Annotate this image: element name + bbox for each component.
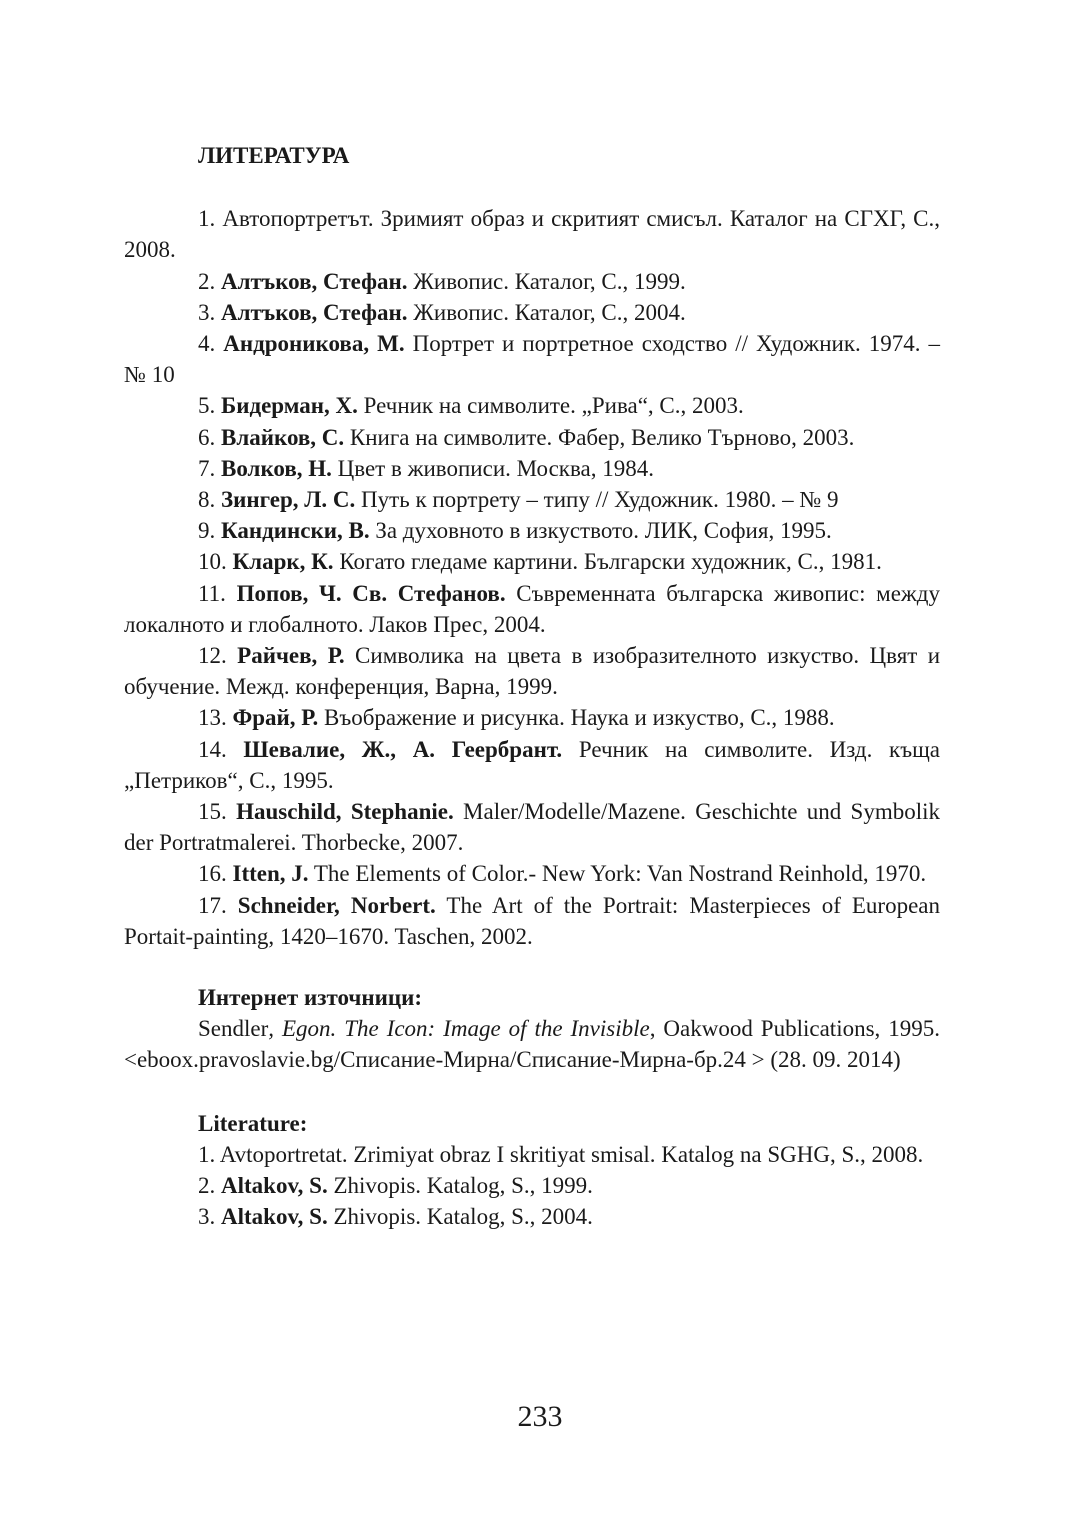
page-content <box>124 140 940 1233</box>
reference-entry: 12. Райчев, Р. Символика на цвета в изобразителното изкуство. Цвят и обучение. Межд. конференция, Варна, 1999. <box>124 643 941 700</box>
reference-entry: 8. Зингер, Л. С. Путь к портрету – типу // Художник. 1980. – № 9 <box>198 487 839 513</box>
reference-author: Шевалие, Ж., А. Геербрант. <box>243 736 563 762</box>
reference-entry: 2. Алтъков, Стефан. Живопис. Каталог, С., 1999. <box>198 268 686 294</box>
reference-author: Кандински, В. <box>221 518 370 544</box>
reference-entry: 14. Шевалие, Ж., А. Геербрант. Речник на символите. Изд. къща „Петриков“, С., 1995. <box>124 736 941 793</box>
literature-entry: 2. Altakov, S. Zhivopis. Katalog, S., 1999. <box>198 1173 593 1199</box>
literature-author: Altakov, S. <box>221 1204 328 1230</box>
literature-list <box>124 1139 940 1233</box>
reference-author: Hauschild, Stephanie. <box>236 799 454 825</box>
reference-list <box>124 203 940 952</box>
reference-entry: 15. Hauschild, Stephanie. Maler/Modelle/Mazene. Geschichte und Symbolik der Portratmalerei. Thorbecke, 2007. <box>124 799 940 856</box>
internet-sources-heading: Интернет източници: <box>198 985 422 1011</box>
reference-author: Попов, Ч. Св. Стефанов. <box>236 580 506 606</box>
literature-author: Altakov, S. <box>221 1173 328 1199</box>
reference-author: Фрай, Р. <box>232 705 319 731</box>
reference-author: Андроникова, М. <box>223 331 405 357</box>
reference-author: Зингер, Л. С. <box>221 487 356 513</box>
reference-entry: 13. Фрай, Р. Въображение и рисунка. Наука и изкуство, С., 1988. <box>198 705 835 731</box>
reference-author: Алтъков, Стефан. <box>221 299 408 325</box>
reference-entry: 5. Бидерман, Х. Речник на символите. „Рива“, С., 2003. <box>198 393 744 419</box>
reference-author: Кларк, К. <box>232 549 334 575</box>
reference-entry: 4. Андроникова, М. Портрет и портретное сходство // Художник. 1974. – № 10 <box>124 331 941 388</box>
page-heading: ЛИТЕРАТУРА <box>198 143 350 168</box>
literature-entry: 1. Avtoportretat. Zrimiyat obraz I skritiyat smisal. Katalog na SGHG, S., 2008. <box>198 1141 924 1167</box>
internet-source-title: The Icon: Image of the Invisible <box>344 1016 650 1042</box>
literature-heading: Literature: <box>198 1110 308 1136</box>
reference-entry: 17. Schneider, Norbert. The Art of the Portrait: Masterpieces of European Portait-painting, 1420–1670. Taschen, 2002. <box>124 892 941 949</box>
reference-entry: 11. Попов, Ч. Св. Стефанов. Съвременната българска живопис: между локалното и глобалното. Лаков Прес, 2004. <box>124 580 940 637</box>
reference-entry: 1. Автопортретът. Зримият образ и скритият смисъл. Каталог на СГХГ, С., 2008. <box>124 206 940 263</box>
reference-entry: 7. Волков, Н. Цвет в живописи. Москва, 1984. <box>198 455 654 481</box>
reference-author: Влайков, С. <box>221 424 345 450</box>
reference-entry: 3. Алтъков, Стефан. Живопис. Каталог, С., 2004. <box>198 299 686 325</box>
reference-author: Schneider, Norbert. <box>237 892 436 918</box>
reference-author: Itten, J. <box>232 861 309 887</box>
internet-source-entry: Sendler, Egon. The Icon: Image of the Invisible, Oakwood Publications, 1995. <eboox.pravoslavie.bg/Списание-Мирна/Списание-Мирна-бр.24 > (28. 09. 2014) <box>124 1016 940 1073</box>
reference-author: Алтъков, Стефан. <box>221 268 408 294</box>
reference-author: Райчев, Р. <box>237 643 345 669</box>
reference-author: Волков, Н. <box>221 455 332 481</box>
reference-entry: 6. Влайков, С. Книга на символите. Фабер, Велико Търново, 2003. <box>198 424 855 450</box>
reference-entry: 10. Кларк, К. Когато гледаме картини. Български художник, С., 1981. <box>198 549 882 575</box>
literature-entry: 3. Altakov, S. Zhivopis. Katalog, S., 2004. <box>198 1204 593 1230</box>
reference-entry: 9. Кандински, В. За духовното в изкуството. ЛИК, София, 1995. <box>198 518 832 544</box>
reference-entry: 16. Itten, J. The Elements of Color.- New York: Van Nostrand Reinhold, 1970. <box>198 861 927 887</box>
page-number: 233 <box>517 1400 563 1433</box>
reference-author: Бидерман, Х. <box>221 393 358 419</box>
